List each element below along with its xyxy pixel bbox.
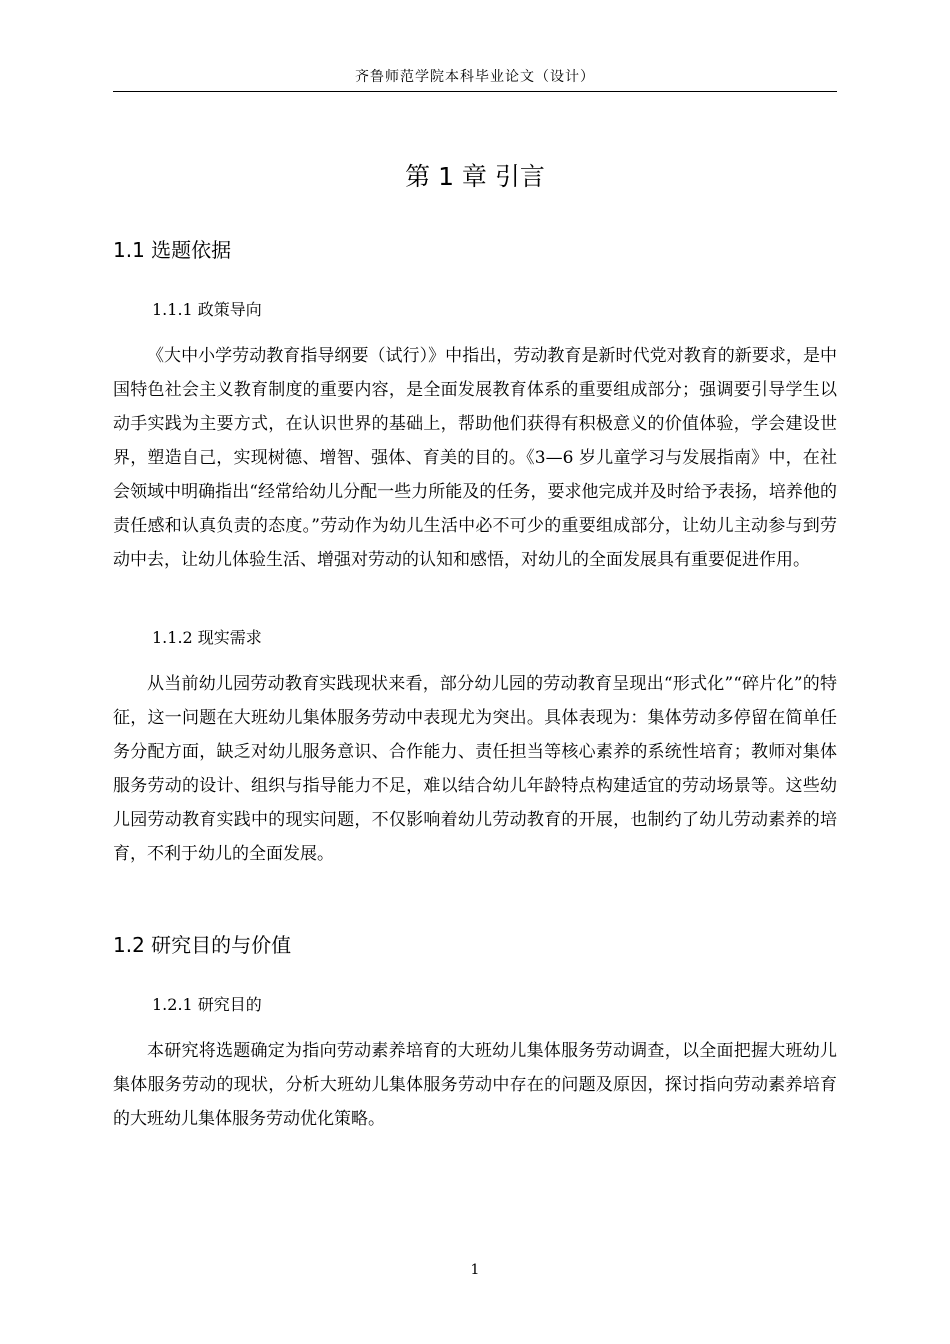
running-header: 齐鲁师范学院本科毕业论文（设计） — [113, 66, 837, 92]
paragraph-practical-needs: 从当前幼儿园劳动教育实践现状来看，部分幼儿园的劳动教育呈现出“形式化”“碎片化”的特征，这一问题在大班幼儿集体服务劳动中表现尤为突出。具体表现为：集体劳动多停留在简单任务分配方面，缺乏对幼儿服务意识、合作能力、责任担当等核心素养的系统性培育；教师对集体服务劳动的设计、组织与指导能力不足，难以结合幼儿年龄特点构建适宜的劳动场景等。这些幼儿园劳动教育实践中的现实问题，不仅影响着幼儿劳动教育的开展，也制约了幼儿劳动素养的培育，不利于幼儿的全面发展。 — [113, 674, 837, 864]
subsection-heading-1-1-2: 1.1.2 现实需求 — [152, 628, 262, 647]
chapter-title: 第 1 章 引言 — [405, 162, 545, 191]
page-number: 1 — [470, 1262, 480, 1278]
section-heading-1-2: 1.2 研究目的与价值 — [113, 933, 292, 957]
section-heading-1-1: 1.1 选题依据 — [113, 238, 232, 262]
paragraph-policy-guidance: 《大中小学劳动教育指导纲要（试行）》中指出，劳动教育是新时代党对教育的新要求，是中国特色社会主义教育制度的重要内容，是全面发展教育体系的重要组成部分；强调要引导学生以动手实践为主要方式，在认识世界的基础上，帮助他们获得有积极意义的价值体验，学会建设世界，塑造自己，实现树德、增智、强体、育美的目的。《3—6 岁儿童学习与发展指南》中，在社会领域中明确指出“经常给幼儿分配一些力所能及的任务，要求他完成并及时给予表扬，培养他的责任感和认真负责的态度。”劳动作为幼儿生活中必不可少的重要组成部分，让幼儿主动参与到劳动中去，让幼儿体验生活、增强对劳动的认知和感悟，对幼儿的全面发展具有重要促进作用。 — [113, 346, 837, 570]
paragraph-research-purpose: 本研究将选题确定为指向劳动素养培育的大班幼儿集体服务劳动调查，以全面把握大班幼儿集体服务劳动的现状，分析大班幼儿集体服务劳动中存在的问题及原因，探讨指向劳动素养培育的大班幼儿集体服务劳动优化策略。 — [113, 1041, 837, 1129]
subsection-heading-1-2-1: 1.2.1 研究目的 — [152, 995, 262, 1014]
subsection-heading-1-1-1: 1.1.1 政策导向 — [152, 300, 262, 319]
